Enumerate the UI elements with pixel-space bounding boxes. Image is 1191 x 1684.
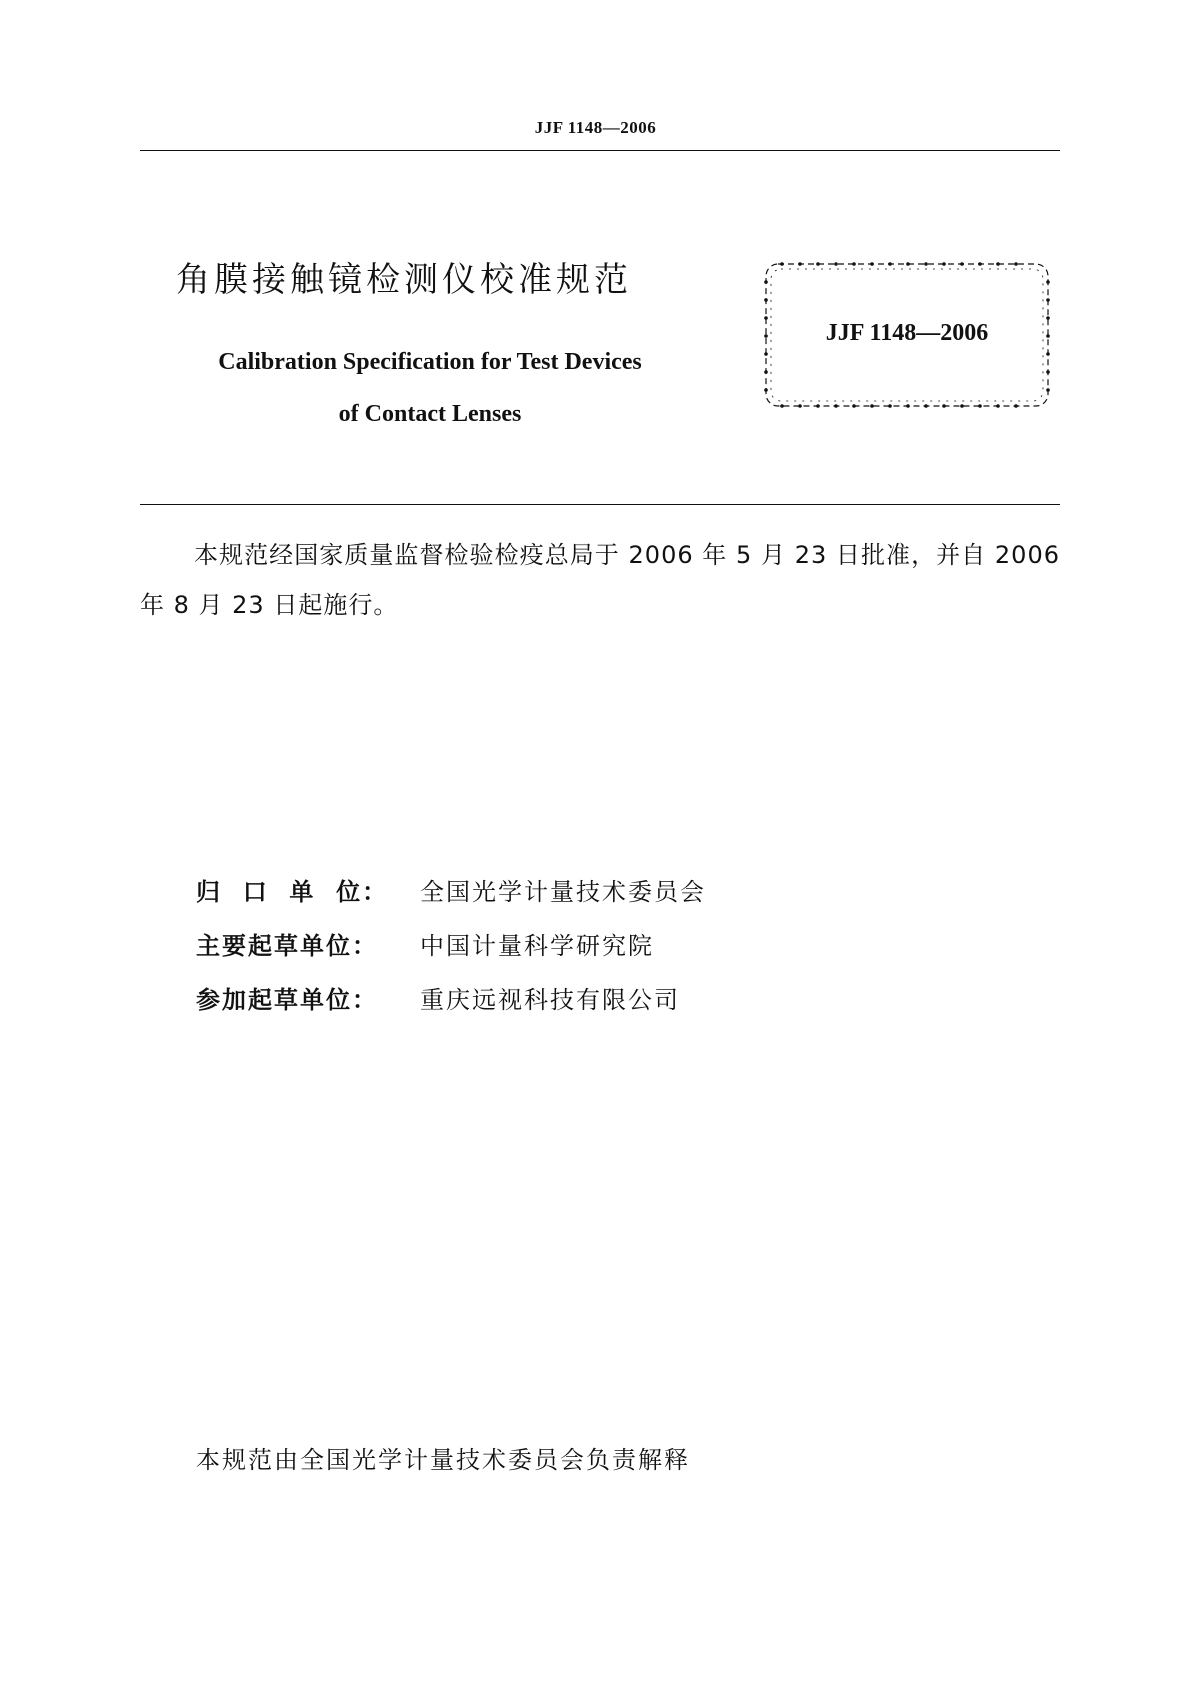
border-dot	[816, 262, 820, 266]
border-dot	[942, 262, 946, 266]
border-dot	[852, 262, 856, 266]
border-dot	[960, 262, 964, 266]
border-dot	[1046, 298, 1050, 302]
border-dot	[798, 404, 802, 408]
border-dot	[924, 404, 928, 408]
border-dot	[764, 352, 768, 356]
unit-value: 中国计量科学研究院	[420, 931, 654, 960]
unit-label: 参加起草单位：	[196, 985, 378, 1014]
border-dot	[870, 404, 874, 408]
code-box-text: JJF 1148—2006	[825, 320, 989, 346]
border-dot	[978, 404, 982, 408]
border-dot	[764, 280, 768, 284]
border-dot	[942, 404, 946, 408]
border-dot	[834, 262, 838, 266]
unit-row-responsible	[196, 862, 706, 916]
border-dot	[906, 404, 910, 408]
unit-value: 重庆远视科技有限公司	[420, 985, 680, 1014]
border-dot	[978, 262, 982, 266]
title-chinese: 角膜接触镜检测仪校准规范	[176, 260, 632, 300]
unit-value: 全国光学计量技术委员会	[420, 877, 706, 906]
border-dot	[888, 404, 892, 408]
header-rule	[140, 150, 1060, 151]
border-dot	[764, 370, 768, 374]
border-dot	[960, 404, 964, 408]
border-dot	[852, 404, 856, 408]
section-rule	[140, 504, 1060, 505]
border-dot	[1014, 404, 1018, 408]
border-dot	[924, 262, 928, 266]
title-english-line-1: Calibration Specification for Test Devices	[218, 349, 642, 375]
border-dot	[996, 262, 1000, 266]
interpretation-note: 本规范由全国光学计量技术委员会负责解释	[196, 1446, 690, 1474]
border-dot	[1046, 388, 1050, 392]
border-dot	[870, 262, 874, 266]
border-dot	[1046, 352, 1050, 356]
border-dot	[1014, 262, 1018, 266]
border-dot	[1046, 370, 1050, 374]
running-head: JJF 1148—2006	[534, 118, 657, 137]
unit-row-main-drafter	[196, 916, 706, 970]
drafting-units	[196, 862, 706, 1024]
border-dot	[780, 404, 784, 408]
border-dot	[996, 404, 1000, 408]
unit-label: 归 口 单 位：	[196, 877, 389, 906]
unit-row-participating-drafter	[196, 970, 706, 1024]
border-dot	[764, 298, 768, 302]
border-dot	[888, 262, 892, 266]
border-dot	[816, 404, 820, 408]
border-dot	[798, 262, 802, 266]
approval-paragraph: 本规范经国家质量监督检验检疫总局于 2006 年 5 月 23 日批准，并自 2006 年 8 月 23 日起施行。	[140, 541, 1060, 619]
border-dot	[780, 262, 784, 266]
border-dot	[906, 262, 910, 266]
border-dot	[764, 388, 768, 392]
title-english-line-2: of Contact Lenses	[338, 401, 522, 427]
title-english	[140, 336, 720, 440]
border-dot	[834, 404, 838, 408]
code-box	[762, 260, 1052, 410]
unit-label: 主要起草单位：	[196, 931, 378, 960]
border-dot	[1046, 280, 1050, 284]
